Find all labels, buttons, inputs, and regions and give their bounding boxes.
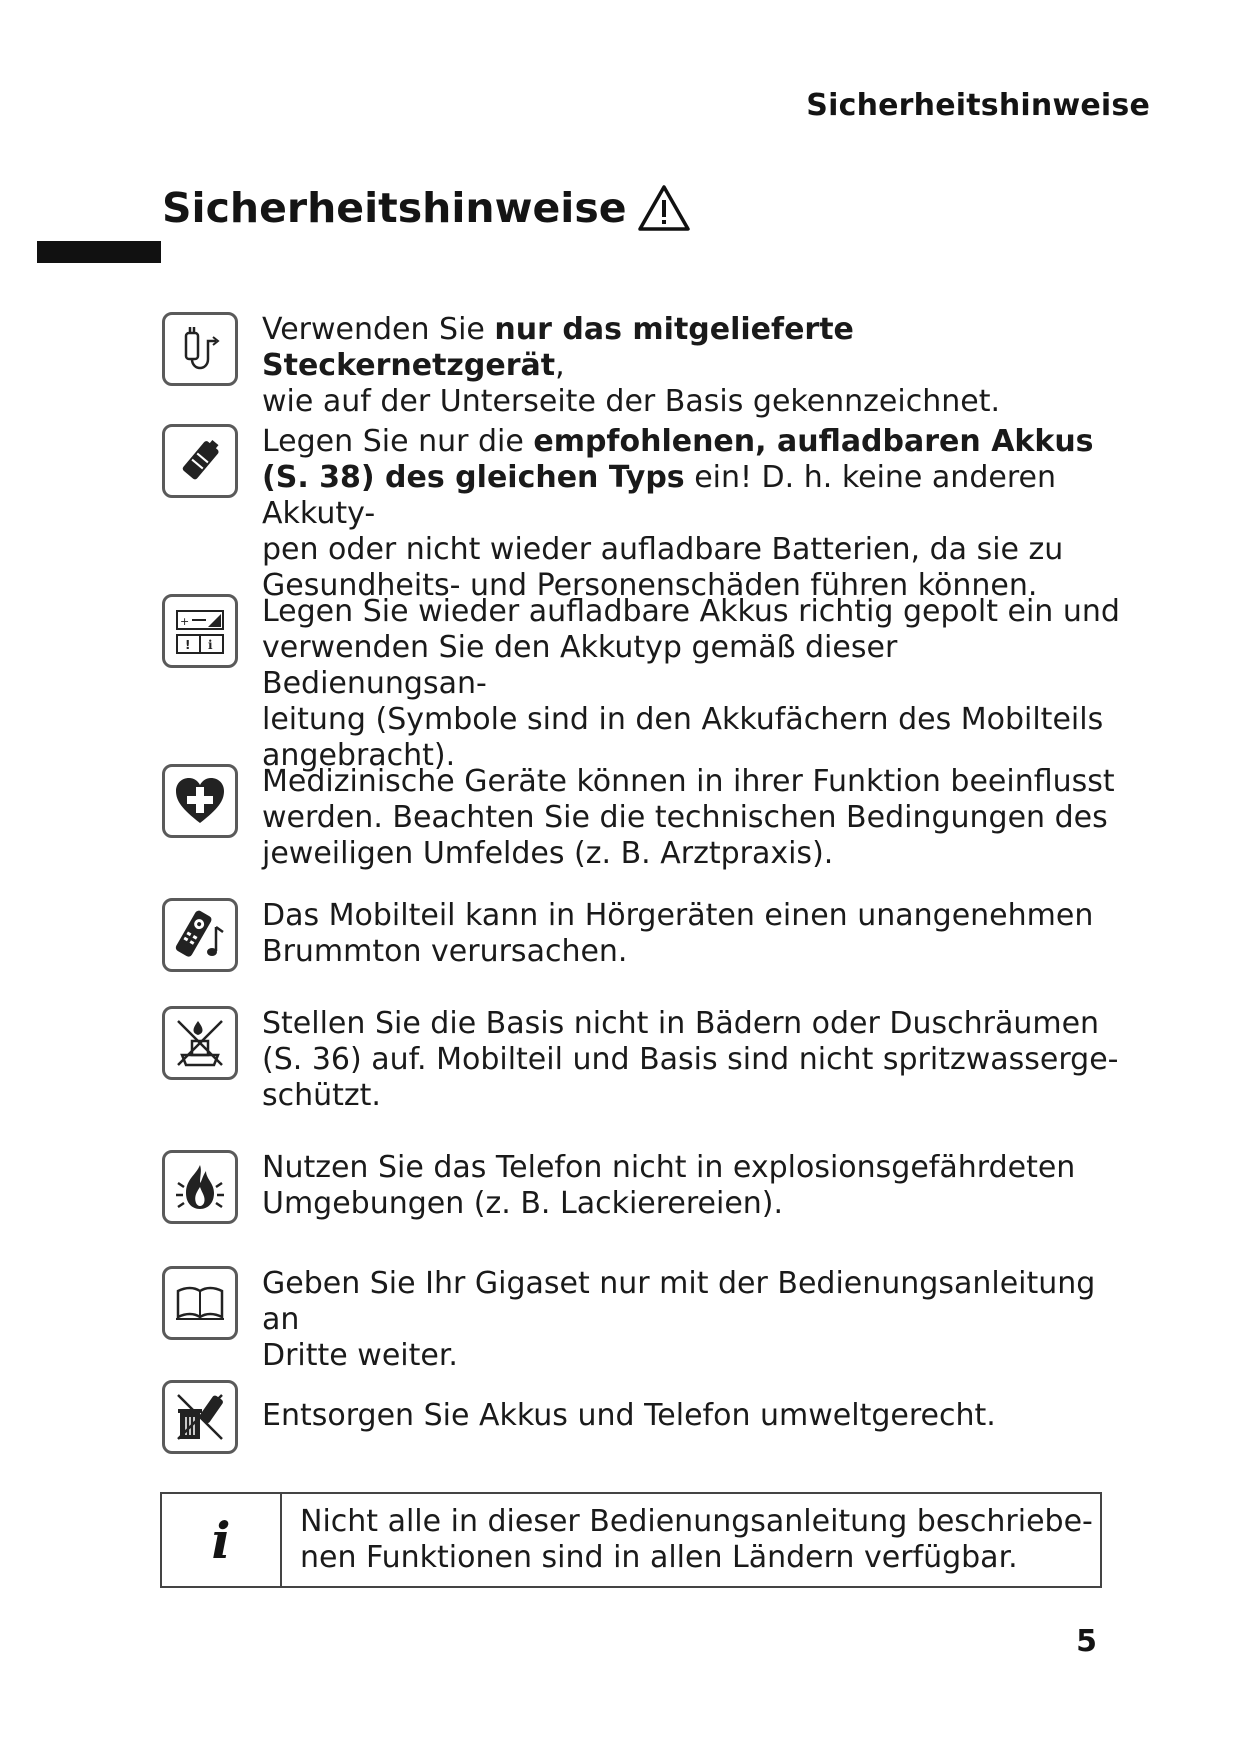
medical-heart-icon	[172, 773, 228, 829]
safety-item-text	[262, 312, 1122, 420]
safety-icon-frame	[162, 424, 238, 498]
svg-text:!: !	[185, 638, 191, 652]
text-segment: , wie auf der Unterseite der Basis gekennzeichnet.	[262, 348, 1001, 419]
safety-item	[162, 1380, 1122, 1454]
page-title-text: Sicherheitshinweise	[162, 184, 627, 232]
safety-item-text	[262, 764, 1122, 872]
battery-icon	[172, 433, 228, 489]
text-segment: Das Mobilteil kann in Hörgeräten einen unangenehmen Brummton verursachen.	[262, 898, 1094, 969]
text-emphasis: empfohlenen, aufladbaren Akkus (S. 38) des gleichen Typs	[262, 424, 1094, 495]
hearing-aid-phone-icon	[172, 907, 228, 963]
safety-item	[162, 312, 1122, 420]
no-water-icon	[172, 1015, 228, 1071]
text-segment: Legen Sie nur die	[262, 424, 534, 459]
safety-item-text	[262, 424, 1122, 604]
safety-icon-frame	[162, 1380, 238, 1454]
battery-polarity-icon	[172, 603, 228, 659]
text-segment: Medizinische Geräte können in ihrer Funktion beeinflusst werden. Beachten Sie die technischen Bedingungen des jeweiligen Umfeldes (z. B. Arztpraxis).	[262, 764, 1115, 871]
text-segment: Legen Sie wieder aufladbare Akkus richtig gepolt ein und verwenden Sie den Akkutyp gemäß dieser Bedienungsan- leitung (Symbole sind in den Akkufächern des Mobilteils angebracht).	[262, 594, 1120, 773]
info-note	[160, 1492, 1102, 1588]
text-segment: Entsorgen Sie Akkus und Telefon umweltgerecht.	[262, 1398, 996, 1433]
info-icon: i	[211, 1510, 231, 1570]
warning-triangle-icon	[637, 184, 691, 232]
safety-icon-frame	[162, 1006, 238, 1080]
safety-icon-frame	[162, 898, 238, 972]
safety-icon-frame	[162, 764, 238, 838]
explosion-fire-icon	[172, 1159, 228, 1215]
safety-item-text	[262, 1380, 1122, 1434]
svg-text:i: i	[208, 638, 213, 652]
safety-item	[162, 424, 1122, 604]
info-note-text: Nicht alle in dieser Bedienungsanleitung beschriebe- nen Funktionen sind in allen Ländern verfügbar.	[300, 1504, 1093, 1575]
safety-icon-frame	[162, 1266, 238, 1340]
safety-item	[162, 898, 1122, 972]
running-header: Sicherheitshinweise	[806, 88, 1150, 123]
text-segment: Verwenden Sie	[262, 312, 495, 347]
section-marker-bar	[37, 241, 161, 263]
page-number: 5	[1076, 1624, 1097, 1659]
safety-item	[162, 594, 1122, 774]
safety-item-text	[262, 1150, 1122, 1222]
safety-item	[162, 1266, 1122, 1374]
text-segment: Geben Sie Ihr Gigaset nur mit der Bedienungsanleitung an Dritte weiter.	[262, 1266, 1096, 1373]
safety-item-text	[262, 898, 1122, 970]
safety-icon-frame	[162, 312, 238, 386]
text-segment: ein! D. h. keine anderen Akkuty- pen oder nicht wieder aufladbare Batterien, da sie zu Gesundheits- und Personenschäden führen können.	[262, 460, 1064, 603]
safety-item	[162, 1006, 1122, 1114]
svg-text:+: +	[180, 615, 190, 628]
safety-item-text	[262, 1006, 1122, 1114]
safety-item	[162, 764, 1122, 872]
disposal-bin-icon	[172, 1389, 228, 1445]
power-adapter-icon	[172, 321, 228, 377]
text-emphasis: nur das mitgelieferte Steckernetzgerät	[262, 312, 854, 383]
safety-item-text	[262, 1266, 1122, 1374]
safety-icon-frame	[162, 1150, 238, 1224]
safety-item-text	[262, 594, 1122, 774]
info-icon-cell	[162, 1494, 282, 1586]
text-segment: Stellen Sie die Basis nicht in Bädern oder Duschräumen (S. 36) auf. Mobilteil und Basis sind nicht spritzwasserge- schützt.	[262, 1006, 1119, 1113]
page-title	[162, 184, 691, 232]
text-segment: Nutzen Sie das Telefon nicht in explosionsgefährdeten Umgebungen (z. B. Lackierereien).	[262, 1150, 1076, 1221]
manual-book-icon	[172, 1275, 228, 1331]
safety-icon-frame	[162, 594, 238, 668]
safety-item	[162, 1150, 1122, 1224]
